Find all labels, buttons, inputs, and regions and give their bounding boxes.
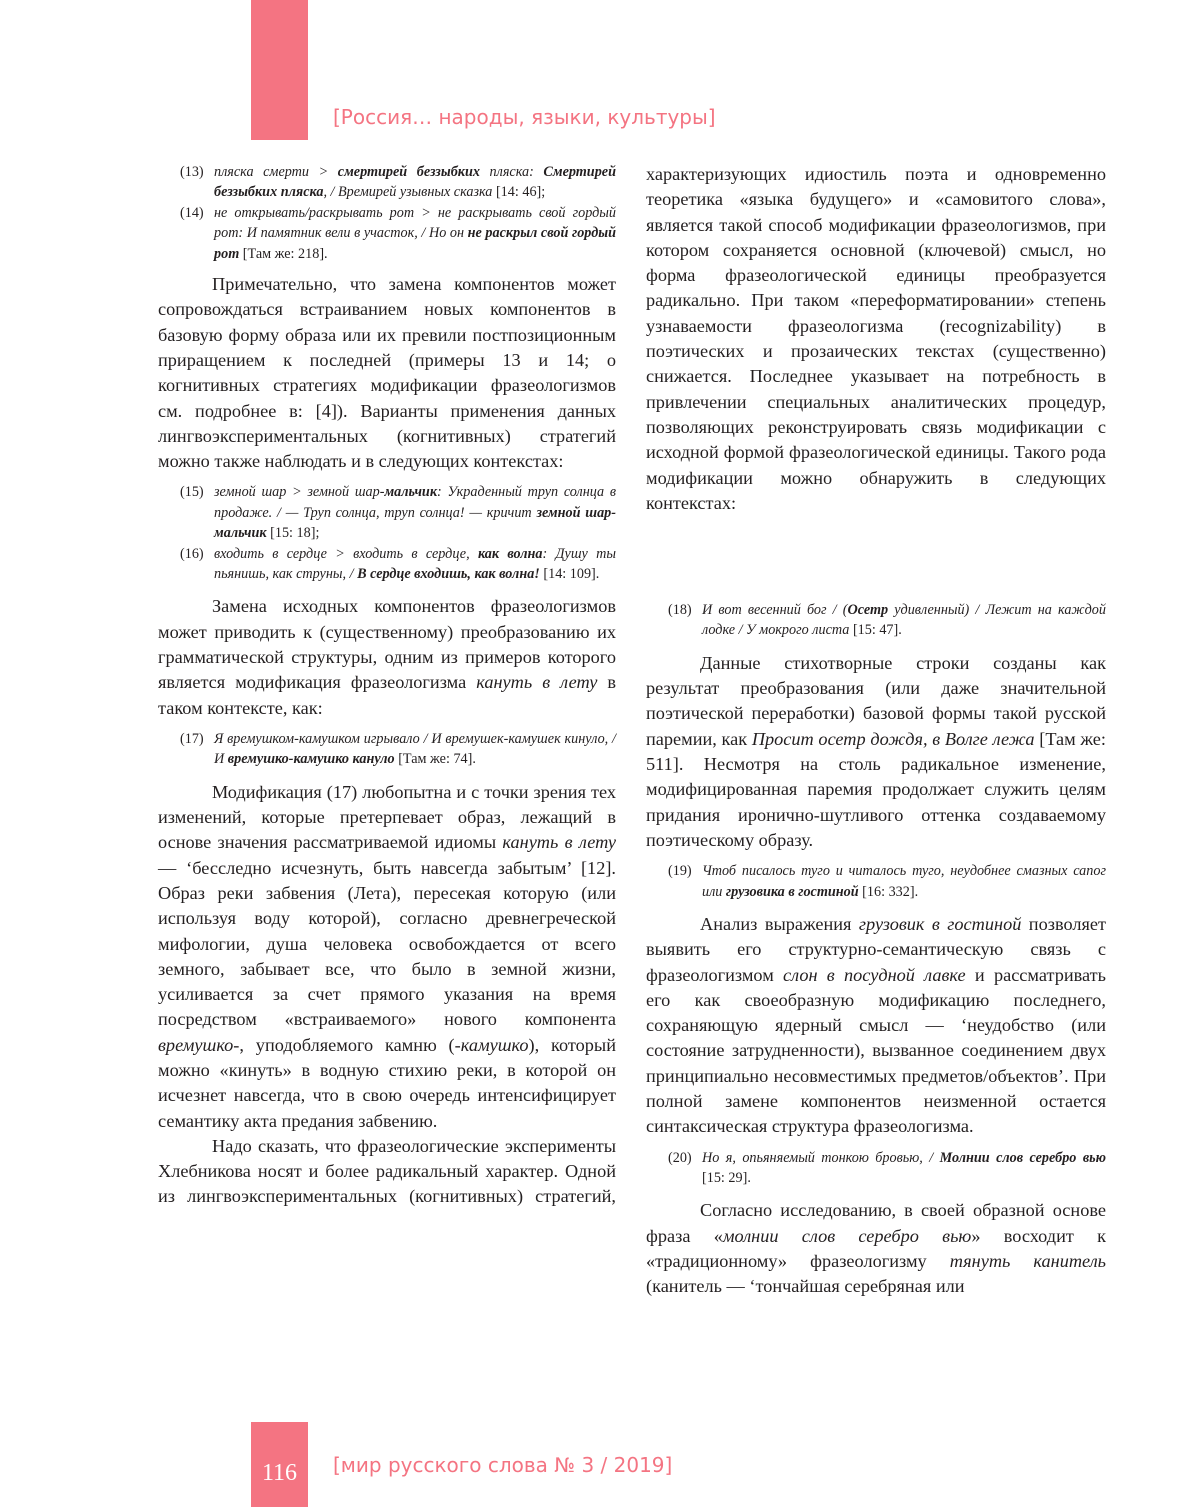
example-19: (19) Чтоб писалось туго и читалось туго, неудобнее смазных сапог или грузовика в гостиной [16: 332]. bbox=[668, 863, 1106, 900]
paragraph-3: Модификация (17) любопытна и с точки зрения тех изменений, которые претерпевает образ, лежащий в основе значения рассматриваемой идиомы кануть в лету — ‘бесследно исчезнуть, быть навсегда забытым’ [12]. Образ реки забвения (Лета), пересекая которую (или используя воду которой), согласно древнегреческой мифологии, душа человека освобождается от всего земного, забывает все, что было в земной жизни, усиливается за счет прямого указания на время посредством «встраиваемого» нового компонента времушко-, уподобляемого камню (-камушко), который можно «кинуть» в водную стихию реки, в которой он исчезнет навсегда, что в свою очередь интенсифицирует семантику акта предания забвению. bbox=[158, 781, 616, 1131]
examples-17 bbox=[158, 729, 616, 770]
example-18: (18) И вот весенний бог / (Осетр удивленный) / Лежит на каждой лодке / У мокрого листа [15: 47]. bbox=[668, 602, 1106, 639]
paragraph-7: Согласно исследованию, в своей образной основе фраза «молнии слов серебро вью» восходит к «традиционному» фразеологизму тянуть канитель (канитель — ‘тончайшая серебряная или bbox=[646, 1200, 1106, 1297]
decorative-bar-top bbox=[251, 0, 308, 140]
examples-18 bbox=[646, 600, 1106, 641]
examples-19 bbox=[646, 861, 1106, 902]
page-number: 116 bbox=[261, 1460, 298, 1486]
example-14: (14) не открывать/раскрывать рот > не раскрывать свой гордый рот: И памятник вели в участок, / Но он не раскрыл свой гордый рот [Там же: 218]. bbox=[180, 204, 616, 262]
paragraph-4-start: Надо сказать, что фразеологические эксперименты Хлебникова носят и более радикальный характер. Одной из лингвоэкспериментальных (когнитивных) стратегий, bbox=[158, 1135, 616, 1207]
paragraph-5: Данные стихотворные строки созданы как результат преобразования (или даже значительной поэтической переработки) базовой формы такой русской паремии, как Просит осетр дождя, в Волге лежа [Там же: 511]. Несмотря на столь радикальное изменение, модифицированная паремия продолжает служить целям придания иронично-шутливого оттенка создаваемому поэтическому образу. bbox=[646, 652, 1106, 850]
right-column bbox=[646, 162, 1106, 1300]
paragraph-6: Анализ выражения грузовик в гостиной позволяет выявить его структурно-семантическую связь с фразеологизмом слон в посудной лавке и рассматривать его как своеобразную модификацию последнего, сохраняющую ядерный смысл — ‘неудобство (или состояние затрудненности), вызванное соединением двух принципиально несовместимых предметов/объектов’. При полной замене компонентов неизменной остается синтаксическая структура фразеологизма. bbox=[646, 914, 1107, 1137]
paragraph-2: Замена исходных компонентов фразеологизмов может приводить к (существенному) преобразованию их грамматической структуры, одним из примеров которого является модификация фразеологизма кануть в лету в таком контексте, как: bbox=[158, 596, 616, 718]
examples-20 bbox=[646, 1148, 1106, 1189]
paragraph-1: Примечательно, что замена компонентов может сопровождаться встраиванием новых компонентов в базовую форму образа или их превили постпозиционным приращением к последней (примеры 13 и 14; о когнитивных стратегиях модификации фразеологизмов см. подробнее в: [4]). Варианты применения данных лингвоэкспериментальных (когнитивных) стратегий можно также наблюдать и в следующих контекстах: bbox=[158, 274, 616, 472]
example-20: (20) Но я, опьяняемый тонкою бровью, / Молнии слов серебро вью [15: 29]. bbox=[668, 1149, 1106, 1187]
left-column bbox=[158, 162, 616, 1210]
example-17: (17) Я времушком-камушком игрывало / И времушек-камушек кинуло, / И времушко-камушко кануло [Там же: 74]. bbox=[180, 730, 616, 768]
journal-footer: [мир русского слова № 3 / 2019] bbox=[333, 1453, 673, 1477]
example-13: (13) пляска смерти > смертирей беззыбких пляска: Смертирей беззыбких пляска, / Времирей узывных сказка [14: 46]; bbox=[180, 164, 616, 201]
running-head: [Россия… народы, языки, культуры] bbox=[333, 105, 716, 129]
paragraph-4-continued: характеризующих идиостиль поэта и одновременно теоретика «языка будущего» и «самовитого слова», является такой способ модификации фразеологизмов, при котором сохраняется основной (ключевой) смысл, но форма фразеологической единицы преобразуется радикально. При таком «переформатировании» степень узнаваемости фразеологизма (recognizability) в поэтических и прозаических текстах (существенно) снижается. Последнее указывает на потребность в привлечении специальных аналитических процедур, позволяющих реконструировать связь модификации с исходной формой фразеологической единицы. Такого рода модификации можно обнаружить в следующих контекстах: bbox=[646, 164, 1106, 513]
examples-13-14 bbox=[158, 162, 616, 264]
example-16: (16) входить в сердце > входить в сердце, как волна: Душу ты пьянишь, как струны, / В сердце входишь, как волна! [14: 109]. bbox=[180, 545, 616, 583]
examples-15-16 bbox=[158, 482, 616, 584]
example-15: (15) земной шар > земной шар-мальчик: Украденный труп солнца в продаже. / — Труп солнца, труп солнца! — кричит земной шар-мальчик [15: 18]; bbox=[180, 484, 616, 542]
